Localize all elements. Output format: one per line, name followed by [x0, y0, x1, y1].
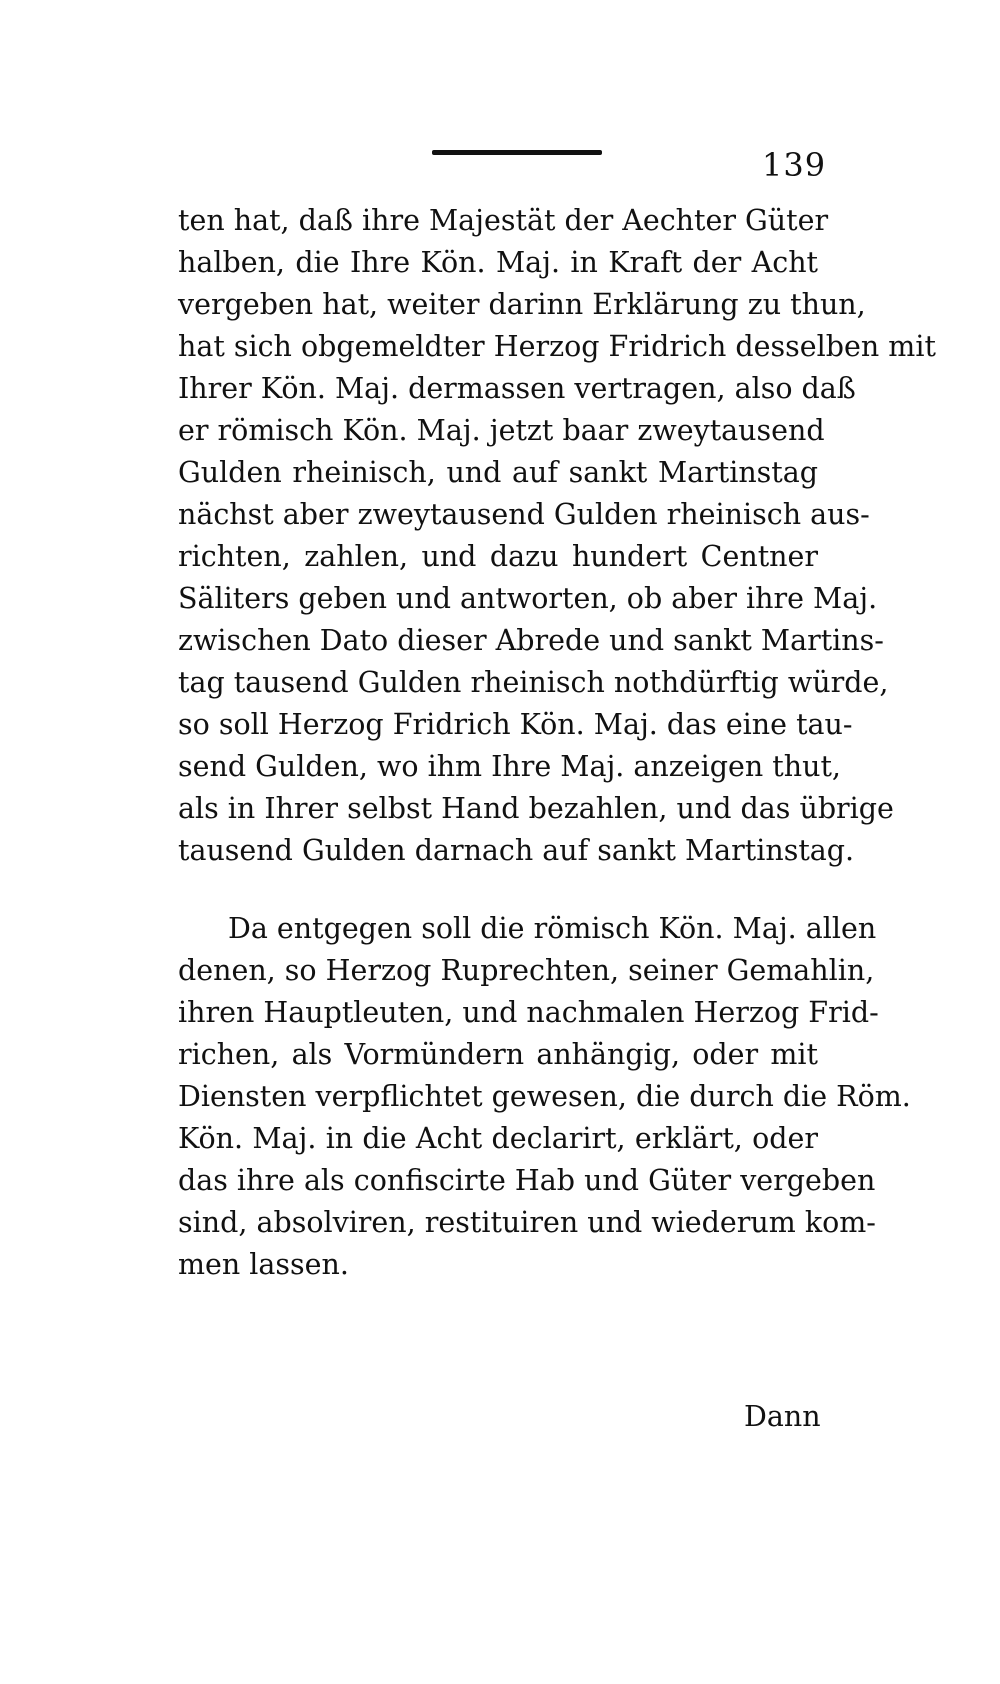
text-line: richten, zahlen, und dazu hundert Centner [178, 540, 818, 573]
catchword: Dann [744, 1400, 821, 1433]
text-line: vergeben hat, weiter darinn Erklärung zu thun, [178, 288, 866, 321]
text-line: Diensten verpflichtet gewesen, die durch die Röm. [178, 1080, 911, 1113]
text-line: tausend Gulden darnach auf sankt Martinstag. [178, 834, 855, 867]
text-line: das ihre als confiscirte Hab und Güter vergeben [178, 1164, 876, 1197]
text-line: so soll Herzog Fridrich Kön. Maj. das eine tau- [178, 708, 853, 741]
header-rule [432, 150, 602, 155]
text-line: er römisch Kön. Maj. jetzt baar zweytausend [178, 414, 825, 447]
text-line: send Gulden, wo ihm Ihre Maj. anzeigen thut, [178, 750, 841, 783]
text-line: Kön. Maj. in die Acht declarirt, erklärt, oder [178, 1122, 818, 1155]
text-line: richen, als Vormündern anhängig, oder mit [178, 1038, 818, 1071]
text-line: sind, absolviren, restituiren und wiederum kom- [178, 1206, 876, 1239]
text-line: ten hat, daß ihre Majestät der Aechter Güter [178, 204, 829, 237]
text-line: zwischen Dato dieser Abrede und sankt Martins- [178, 624, 884, 657]
text-line: Da entgegen soll die römisch Kön. Maj. allen [228, 912, 877, 945]
text-line: Säliters geben und antworten, ob aber ihre Maj. [178, 582, 878, 615]
text-line: als in Ihrer selbst Hand bezahlen, und das übrige [178, 792, 894, 825]
text-line: hat sich obgemeldter Herzog Fridrich desselben mit [178, 330, 936, 363]
page-number: 139 [762, 146, 827, 184]
text-line: ihren Hauptleuten, und nachmalen Herzog Frid- [178, 996, 879, 1029]
text-line: tag tausend Gulden rheinisch nothdürftig würde, [178, 666, 889, 699]
text-line: denen, so Herzog Ruprechten, seiner Gemahlin, [178, 954, 875, 987]
text-line: halben, die Ihre Kön. Maj. in Kraft der Acht [178, 246, 818, 279]
text-line: Ihrer Kön. Maj. dermassen vertragen, also daß [178, 372, 856, 405]
text-line: men lassen. [178, 1248, 349, 1281]
text-line: Gulden rheinisch, und auf sankt Martinstag [178, 456, 818, 489]
text-line: nächst aber zweytausend Gulden rheinisch aus- [178, 498, 870, 531]
